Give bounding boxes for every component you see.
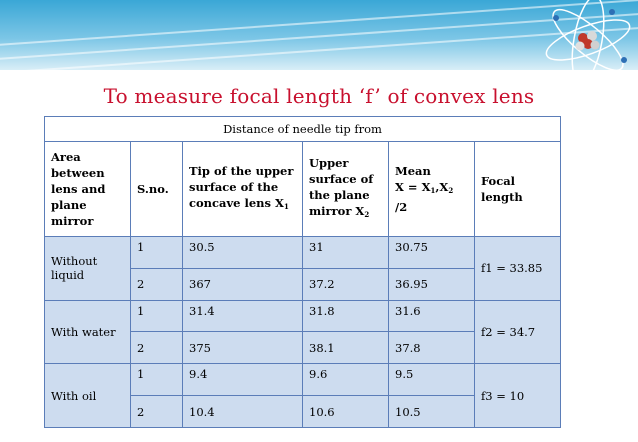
mean-cell: 30.75 [389,237,475,269]
header-mean-sub2: 2 [448,186,454,195]
mean-cell: 31.6 [389,300,475,332]
area-cell: Without liquid [45,237,131,301]
sno-cell: 2 [131,332,183,364]
table-row [45,300,561,332]
upper-cell: 38.1 [303,332,389,364]
table-row [45,364,561,396]
mean-cell: 37.8 [389,332,475,364]
upper-cell: 31 [303,237,389,269]
header-mean-div: /2 [395,200,408,214]
header-upper-text: Upper surface of the plane mirror X [309,156,374,218]
mean-cell: 9.5 [389,364,475,396]
header-tip [183,142,303,237]
upper-cell: 31.8 [303,300,389,332]
focal-cell: f2 = 34.7 [475,300,561,364]
group-header: Distance of needle tip from [45,117,561,142]
tip-cell: 367 [183,268,303,300]
upper-cell: 37.2 [303,268,389,300]
table-row [45,237,561,269]
header-sno: S.no. [131,142,183,237]
mean-cell: 10.5 [389,396,475,428]
sno-cell: 1 [131,300,183,332]
focal-cell: f3 = 10 [475,364,561,428]
sno-cell: 1 [131,237,183,269]
mean-cell: 36.95 [389,268,475,300]
tip-cell: 30.5 [183,237,303,269]
header-mean [389,142,475,237]
header-banner [0,0,638,70]
header-mean-formula-a: X = X [395,180,431,194]
header-tip-text: Tip of the upper surface of the concave lens X [189,164,294,210]
header-upper-sub: 2 [364,210,370,219]
sno-cell: 1 [131,364,183,396]
area-cell: With oil [45,364,131,428]
header-focal: Focal length [475,142,561,237]
upper-cell: 9.6 [303,364,389,396]
tip-cell: 10.4 [183,396,303,428]
tip-cell: 375 [183,332,303,364]
header-area: Area between lens and plane mirror [45,142,131,237]
atom-icon [528,0,638,70]
tip-cell: 9.4 [183,364,303,396]
sno-cell: 2 [131,268,183,300]
area-cell: With water [45,300,131,364]
focal-cell: f1 = 33.85 [475,237,561,301]
column-header-row [45,142,561,237]
header-mean-label: Mean [395,164,431,178]
header-mean-comma: ,X [435,180,449,194]
upper-cell: 10.6 [303,396,389,428]
focal-length-table [44,116,561,428]
header-mean-sub1: 1 [430,186,436,195]
header-tip-sub: 1 [283,202,289,211]
header-upper [303,142,389,237]
page-title: To measure focal length ‘f’ of convex lens [103,84,535,108]
tip-cell: 31.4 [183,300,303,332]
sno-cell: 2 [131,396,183,428]
group-header-row [45,117,561,142]
